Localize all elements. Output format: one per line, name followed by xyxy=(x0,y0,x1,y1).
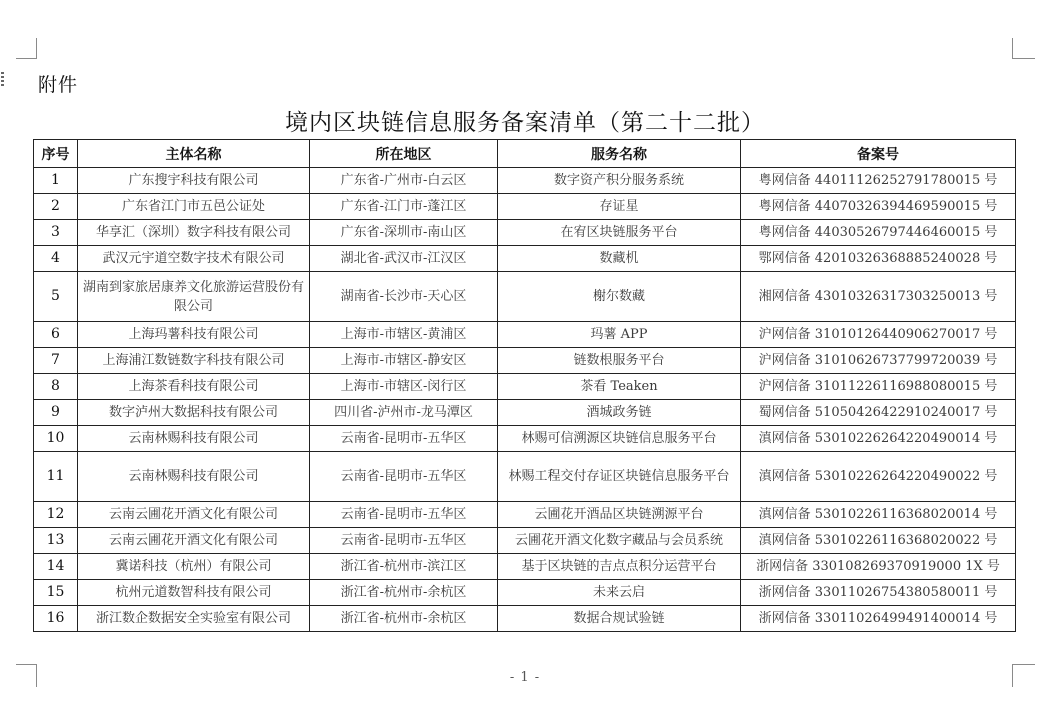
header-service: 服务名称 xyxy=(498,140,741,168)
table-row xyxy=(34,168,1016,194)
cell-service: 茶看 Teaken xyxy=(498,374,741,400)
table-row xyxy=(34,528,1016,554)
cell-region: 云南省-昆明市-五华区 xyxy=(310,502,498,528)
document-title: 境内区块链信息服务备案清单（第二十二批） xyxy=(285,110,765,136)
cell-region: 湖南省-长沙市-天心区 xyxy=(310,272,498,322)
cell-service: 链数根服务平台 xyxy=(498,348,741,374)
cell-no: 4 xyxy=(34,246,78,272)
cell-no: 16 xyxy=(34,606,78,632)
table-row xyxy=(34,194,1016,220)
cell-service: 数据合规试验链 xyxy=(498,606,741,632)
header-entity: 主体名称 xyxy=(78,140,310,168)
cell-no: 7 xyxy=(34,348,78,374)
cell-service: 云圃花开酒品区块链溯源平台 xyxy=(498,502,741,528)
table-row xyxy=(34,348,1016,374)
cell-region: 上海市-市辖区-静安区 xyxy=(310,348,498,374)
cell-record: 浙网信备 33011026754380580011 号 xyxy=(741,580,1016,606)
cell-entity: 华享汇（深圳）数字科技有限公司 xyxy=(78,220,310,246)
cell-no: 9 xyxy=(34,400,78,426)
cell-region: 广东省-江门市-蓬江区 xyxy=(310,194,498,220)
cell-record: 沪网信备 31010126440906270017 号 xyxy=(741,322,1016,348)
cell-record: 粤网信备 44011126252791780015 号 xyxy=(741,168,1016,194)
header-region: 所在地区 xyxy=(310,140,498,168)
cell-entity: 上海玛薯科技有限公司 xyxy=(78,322,310,348)
cell-region: 云南省-昆明市-五华区 xyxy=(310,426,498,452)
cell-entity: 杭州元道数智科技有限公司 xyxy=(78,580,310,606)
cell-no: 6 xyxy=(34,322,78,348)
cell-entity: 广东省江门市五邑公证处 xyxy=(78,194,310,220)
cell-region: 云南省-昆明市-五华区 xyxy=(310,452,498,502)
cell-service: 基于区块链的吉点点积分运营平台 xyxy=(498,554,741,580)
cell-service: 玛薯 APP xyxy=(498,322,741,348)
cell-entity: 云南云圃花开酒文化有限公司 xyxy=(78,528,310,554)
table-row xyxy=(34,220,1016,246)
cell-region: 湖北省-武汉市-江汉区 xyxy=(310,246,498,272)
cell-record: 浙网信备 330108269370919000 1X 号 xyxy=(741,554,1016,580)
cell-service: 在宥区块链服务平台 xyxy=(498,220,741,246)
cell-service: 云圃花开酒文化数字藏品与会员系统 xyxy=(498,528,741,554)
cell-record: 沪网信备 31011226116988080015 号 xyxy=(741,374,1016,400)
table-row xyxy=(34,502,1016,528)
cell-region: 四川省-泸州市-龙马潭区 xyxy=(310,400,498,426)
header-record: 备案号 xyxy=(741,140,1016,168)
cell-record: 蜀网信备 51050426422910240017 号 xyxy=(741,400,1016,426)
cell-no: 8 xyxy=(34,374,78,400)
cell-record: 滇网信备 53010226116368020022 号 xyxy=(741,528,1016,554)
cell-entity: 云南林赐科技有限公司 xyxy=(78,426,310,452)
table-row xyxy=(34,606,1016,632)
cell-service: 数字资产积分服务系统 xyxy=(498,168,741,194)
cell-entity: 数字泸州大数据科技有限公司 xyxy=(78,400,310,426)
cell-entity: 上海茶看科技有限公司 xyxy=(78,374,310,400)
cell-record: 鄂网信备 42010326368885240028 号 xyxy=(741,246,1016,272)
table-row xyxy=(34,580,1016,606)
cell-service: 林赐可信溯源区块链信息服务平台 xyxy=(498,426,741,452)
cell-entity: 云南林赐科技有限公司 xyxy=(78,452,310,502)
crop-mark-top-left xyxy=(16,38,37,59)
cell-region: 广东省-深圳市-南山区 xyxy=(310,220,498,246)
cell-region: 上海市-市辖区-闵行区 xyxy=(310,374,498,400)
cell-region: 广东省-广州市-白云区 xyxy=(310,168,498,194)
cell-service: 未来云启 xyxy=(498,580,741,606)
cell-entity: 广东搜宇科技有限公司 xyxy=(78,168,310,194)
cell-no: 5 xyxy=(34,272,78,322)
cell-entity: 湖南到家旅居康养文化旅游运营股份有限公司 xyxy=(78,272,310,322)
crop-mark-top-right xyxy=(1012,38,1035,59)
cell-record: 湘网信备 43010326317303250013 号 xyxy=(741,272,1016,322)
attachment-label: 附件 xyxy=(38,74,79,96)
cell-region: 上海市-市辖区-黄浦区 xyxy=(310,322,498,348)
cell-no: 11 xyxy=(34,452,78,502)
cell-region: 浙江省-杭州市-滨江区 xyxy=(310,554,498,580)
cell-record: 浙网信备 33011026499491400014 号 xyxy=(741,606,1016,632)
cell-no: 12 xyxy=(34,502,78,528)
cell-record: 沪网信备 31010626737799720039 号 xyxy=(741,348,1016,374)
cell-region: 浙江省-杭州市-余杭区 xyxy=(310,580,498,606)
table-row xyxy=(34,272,1016,322)
cell-region: 浙江省-杭州市-余杭区 xyxy=(310,606,498,632)
cell-service: 存证星 xyxy=(498,194,741,220)
cell-no: 14 xyxy=(34,554,78,580)
cell-entity: 上海浦江数链数字科技有限公司 xyxy=(78,348,310,374)
cell-service: 榭尔数藏 xyxy=(498,272,741,322)
header-no: 序号 xyxy=(34,140,78,168)
cell-record: 粤网信备 44030526797446460015 号 xyxy=(741,220,1016,246)
cell-record: 滇网信备 53010226264220490014 号 xyxy=(741,426,1016,452)
page-number: - 1 - xyxy=(509,670,541,685)
cell-no: 1 xyxy=(34,168,78,194)
cell-record: 粤网信备 44070326394469590015 号 xyxy=(741,194,1016,220)
table-row xyxy=(34,554,1016,580)
cell-no: 15 xyxy=(34,580,78,606)
cell-entity: 武汉元宇道空数字技术有限公司 xyxy=(78,246,310,272)
cell-entity: 浙江数企数据安全实验室有限公司 xyxy=(78,606,310,632)
table-row xyxy=(34,452,1016,502)
table-row xyxy=(34,322,1016,348)
cell-no: 10 xyxy=(34,426,78,452)
cell-no: 2 xyxy=(34,194,78,220)
registry-table xyxy=(33,139,1016,632)
cell-region: 云南省-昆明市-五华区 xyxy=(310,528,498,554)
margin-handle-icon xyxy=(1,72,4,86)
table-row xyxy=(34,400,1016,426)
cell-entity: 云南云圃花开酒文化有限公司 xyxy=(78,502,310,528)
cell-entity: 冀诺科技（杭州）有限公司 xyxy=(78,554,310,580)
cell-record: 滇网信备 53010226116368020014 号 xyxy=(741,502,1016,528)
cell-no: 3 xyxy=(34,220,78,246)
table-row xyxy=(34,426,1016,452)
table-header-row xyxy=(34,140,1016,168)
cell-no: 13 xyxy=(34,528,78,554)
table-row xyxy=(34,374,1016,400)
cell-service: 林赐工程交付存证区块链信息服务平台 xyxy=(498,452,741,502)
cell-service: 酒城政务链 xyxy=(498,400,741,426)
cell-record: 滇网信备 53010226264220490022 号 xyxy=(741,452,1016,502)
table-row xyxy=(34,246,1016,272)
cell-service: 数藏机 xyxy=(498,246,741,272)
